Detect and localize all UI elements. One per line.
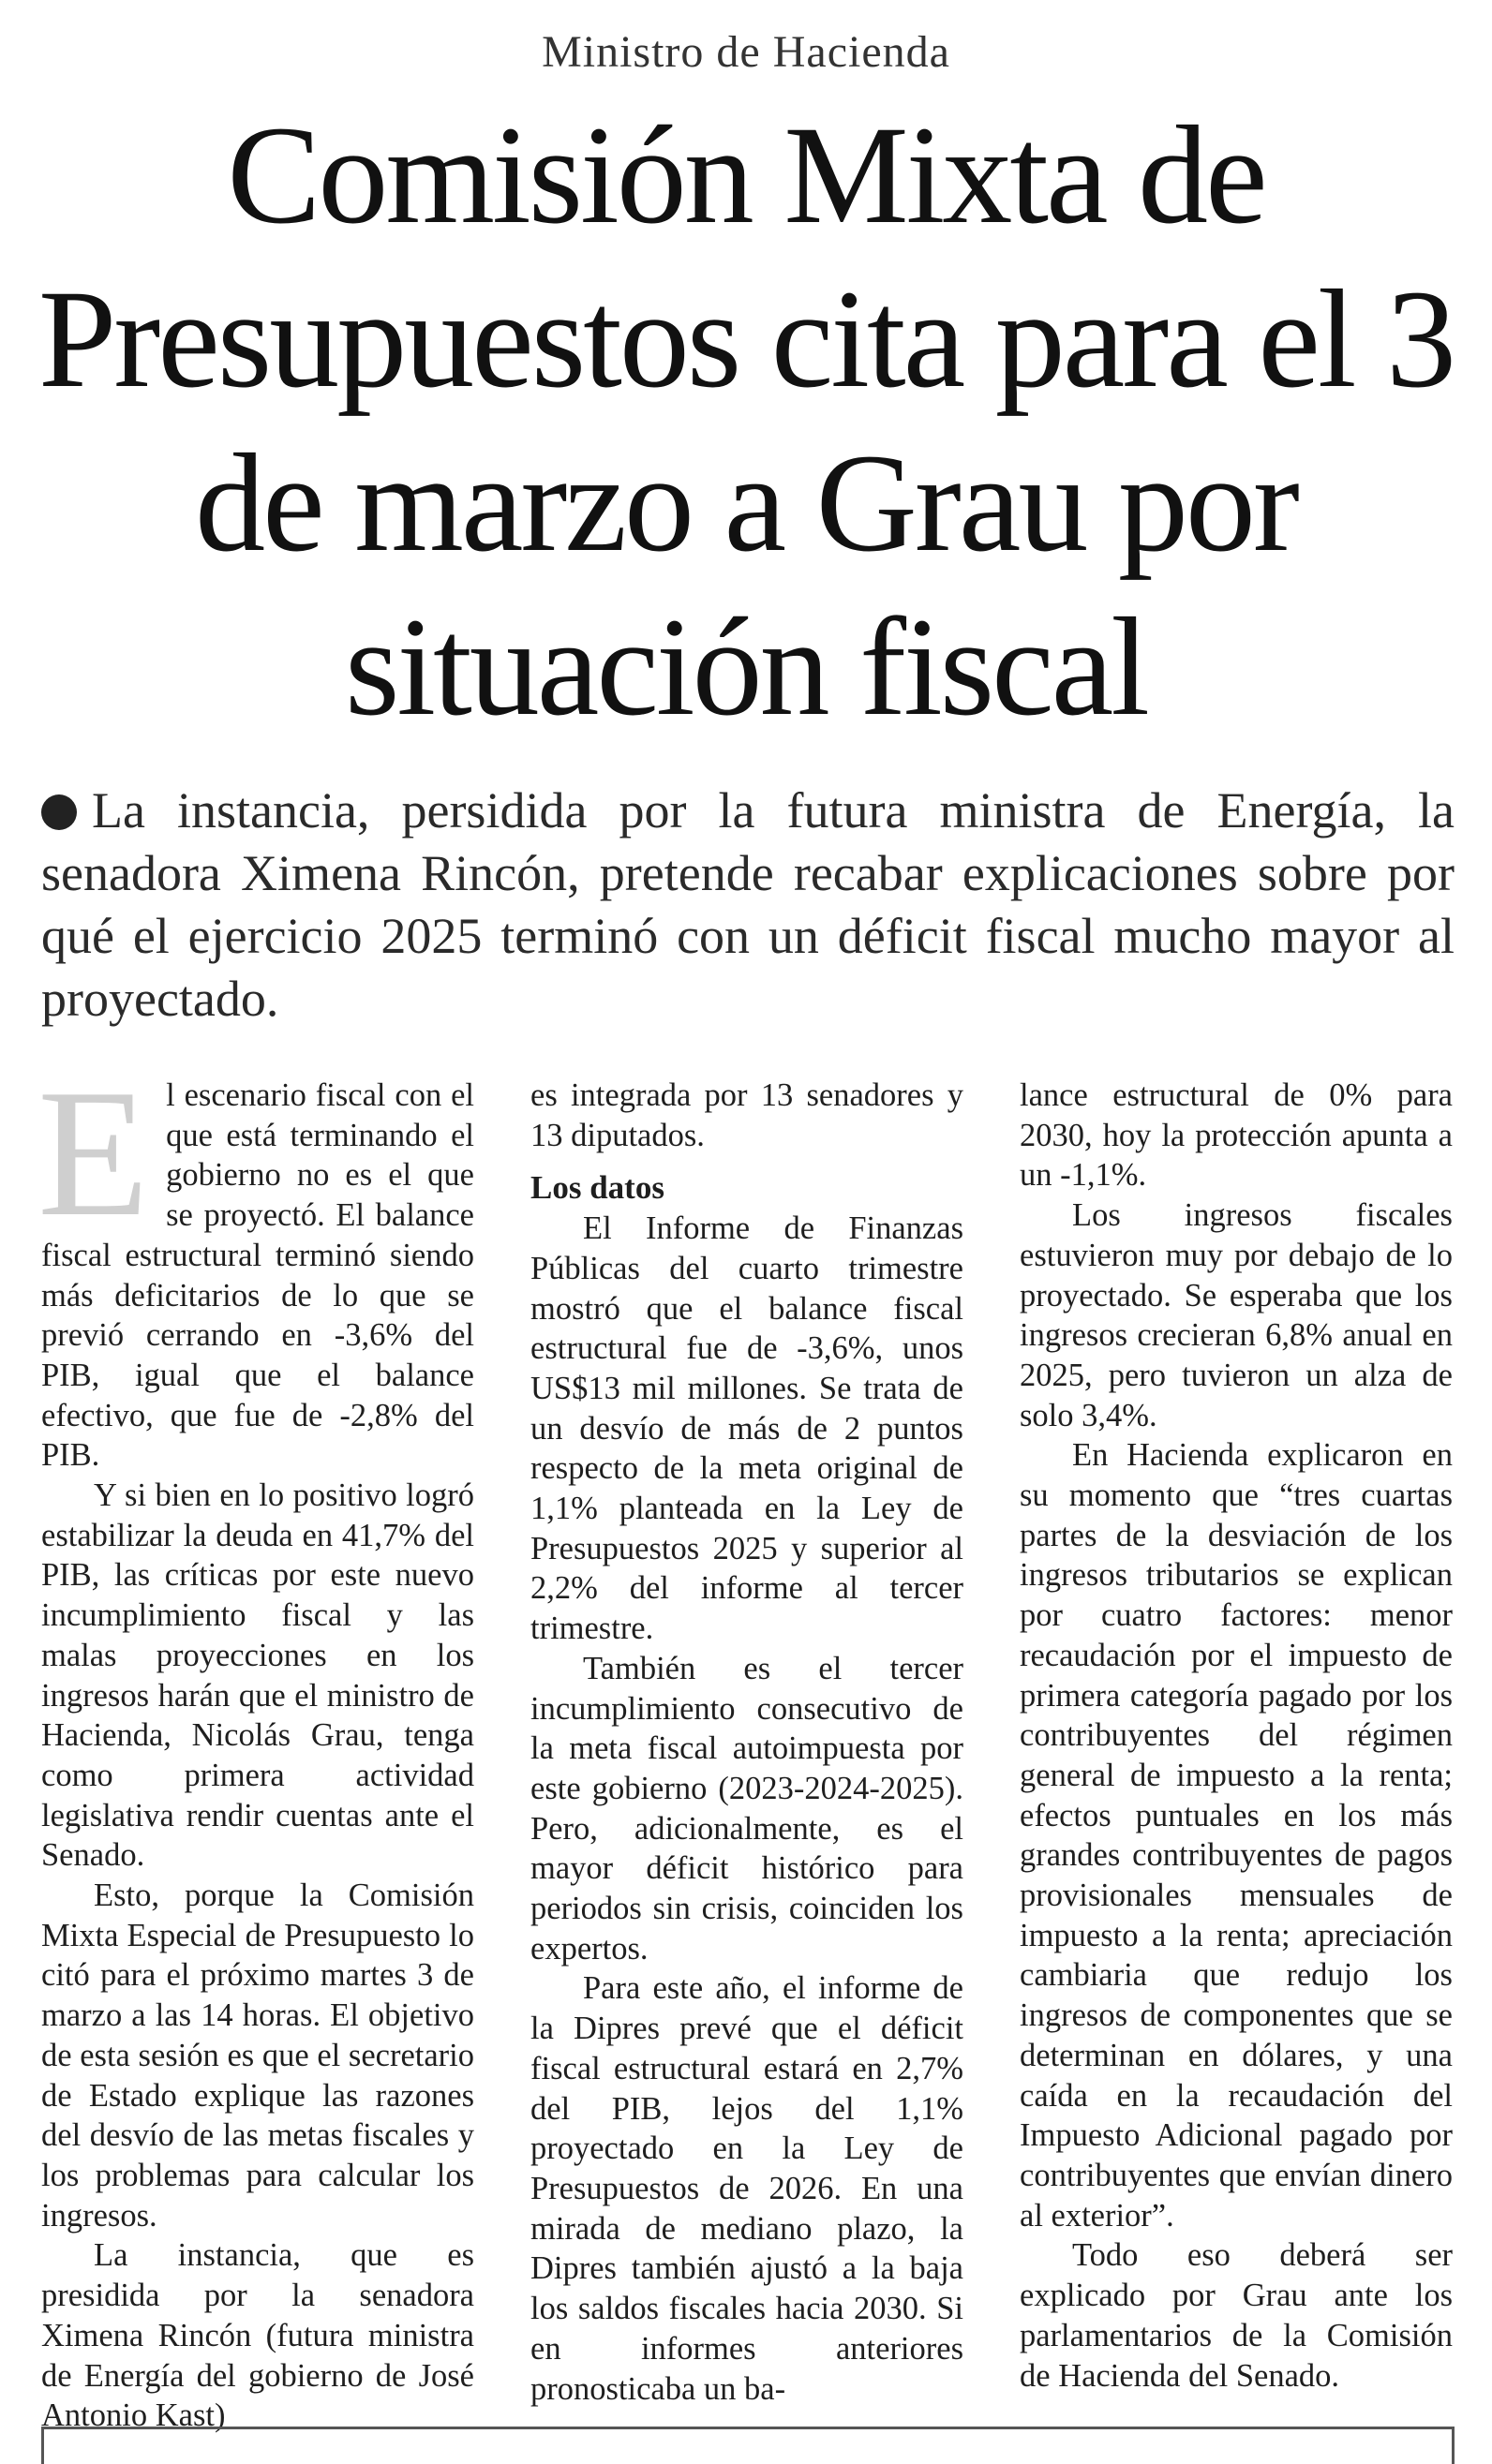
paragraph-9: En Hacienda explicaron en su momento que “tres cuartas partes de la desviación de los ingresos tributarios se explican por cuatro factores: menor recaudación por el impuesto de primera categoría pagado por los contribuyentes del régimen general de impuesto a la renta; efectos puntuales en los más grandes contribuyentes de pagos provisionales mensuales de impuesto a la renta; apreciación cambiaria que redujo los ingresos de componentes que se determinan en dólares, y una caída en la recaudación del Impuesto Adicional pagado por contribuyentes que envían dinero al exterior”. [1020,1437,1453,2234]
bullet-icon [41,794,77,830]
paragraph-2: Y si bien en lo positivo logró estabilizar la deuda en 41,7% del PIB, las críticas por este nuevo incumplimiento fiscal y las malas proyecciones en los ingresos harán que el ministro de Hacienda, Nicolás Grau, tenga como primera actividad legislativa rendir cuentas ante el Senado. [41,1477,474,1874]
paragraph-3: Esto, porque la Comisión Mixta Especial de Presupuesto lo citó para el próximo martes 3 de marzo a las 14 horas. El objetivo de esta sesión es que el secretario de Estado explique las razones del desvío de las metas fiscales y los problemas para calcular los ingresos. [41,1878,474,2234]
article-headline: Comisión Mixta de Presupuestos cita para el 3 de marzo a Grau por situación fiscal [37,97,1455,745]
subhead-los-datos: Los datos [530,1169,664,1207]
paragraph-10: Todo eso deberá ser explicado por Grau ante los parlamentarios de la Comisión de Hacienda del Senado. [1020,2237,1453,2394]
deck-text: La instancia, persidida por la futura ministra de Energía, la senadora Ximena Rincón, pretende recabar explicaciones sobre por qué el ejercicio 2025 terminó con un déficit fiscal mucho mayor al proyectado. [41,782,1455,1027]
paragraph-7-end: lance estructural de 0% para 2030, hoy la protección apunta a un -1,1%. [1020,1077,1453,1194]
article-column-1 [37,1052,474,2436]
bottom-box-frame [41,2427,1455,2464]
paragraph-4-end: es integrada por 13 senadores y 13 diputados. [530,1077,963,1153]
paragraph-5: El Informe de Finanzas Públicas del cuarto trimestre mostró que el balance fiscal estructural fue de -3,6%, unos US$13 mil millones. Se trata de un desvío de más de 2 puntos respecto de la meta original de 1,1% planteada en la Ley de Presupuestos 2025 y superior al 2,2% del informe al tercer trimestre. [530,1210,963,1647]
paragraph-8: Los ingresos fiscales estuvieron muy por debajo de lo proyectado. Se esperaba que los ingresos crecieran 6,8% anual en 2025, pero tuvieron un alza de solo 3,4%. [1020,1197,1453,1433]
drop-cap: E [37,1052,150,1254]
paragraph-7-start: Para este año, el informe de la Dipres prevé que el déficit fiscal estructural estará en 2,7% del PIB, lejos del 1,1% proyectado en la Ley de Presupuestos de 2026. En una mirada de mediano plazo, la Dipres también ajustó a la baja los saldos fiscales hacia 2030. Si en informes anteriores pronosticaba un ba- [530,1970,963,2407]
paragraph-4-start: La instancia, que es presidida por la senadora Ximena Rincón (futura ministra de Energía del gobierno de José Antonio Kast) [41,2237,474,2434]
paragraph-1: l escenario fiscal con el que está terminando el gobierno no es el que se proyectó. El balance fiscal estructural terminó siendo más deficitarios de lo que se previó cerrando en -3,6% del PIB, igual que el balance efectivo, que fue de -2,8% del PIB. [41,1077,474,1474]
section-kicker: Ministro de Hacienda [542,27,950,77]
article-column-3 [1020,1076,1453,2396]
paragraph-6: También es el tercer incumplimiento consecutivo de la meta fiscal autoimpuesta por este gobierno (2023-2024-2025). Pero, adicionalmente, es el mayor déficit histórico para periodos sin crisis, coinciden los expertos. [530,1650,963,1967]
article-deck [41,779,1455,1031]
article-column-2 [530,1076,963,2409]
